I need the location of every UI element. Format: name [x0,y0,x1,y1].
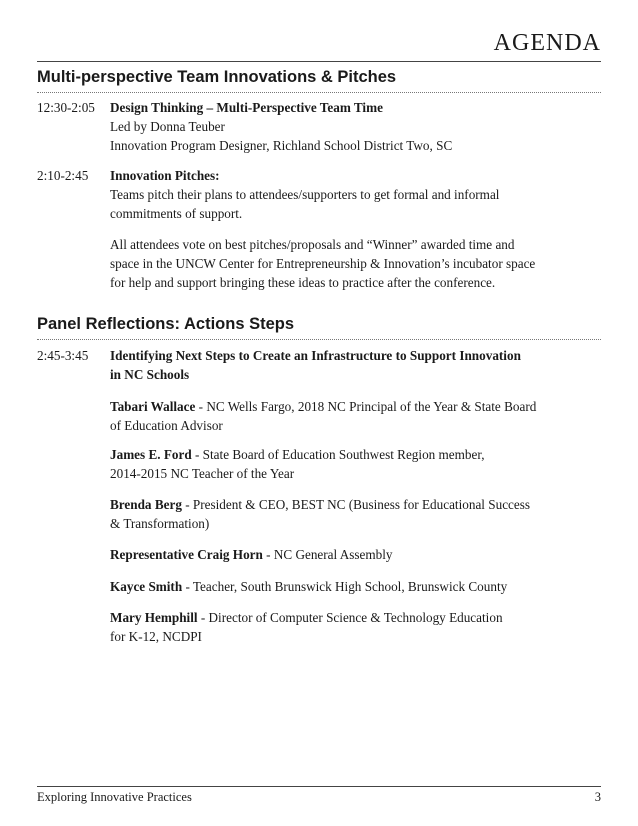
time-slot: 2:45-3:45 [37,348,89,363]
session-description: commitments of support. [110,206,243,221]
panelist [110,577,507,596]
session-heading: Identifying Next Steps to Create an Infrastructure to Support Innovation [110,348,521,363]
panelist-name: Mary Hemphill [110,610,198,625]
footer-title: Exploring Innovative Practices [37,790,192,804]
header-rule [37,61,601,62]
panelist-description: for K-12, NCDPI [110,629,202,644]
panelist-description: & Transformation) [110,516,210,531]
panelist [110,397,536,416]
section-title-panel-reflections: Panel Reflections: Actions Steps [37,315,295,333]
panelist-description: - Director of Computer Science & Technology Education [197,610,503,625]
panelist-description: of Education Advisor [110,418,223,433]
panelist [110,495,530,514]
section-divider [37,92,601,93]
section-divider [37,339,601,340]
session-leader-role: Innovation Program Designer, Richland School District Two, SC [110,138,453,153]
page-number: 3 [594,790,601,804]
panelist-description: - State Board of Education Southwest Region member, [191,447,485,462]
session-note: for help and support bringing these ideas to practice after the conference. [110,275,496,290]
panelist-description: - NC General Assembly [262,547,393,562]
panelist-name: Brenda Berg [110,497,182,512]
session-note: All attendees vote on best pitches/proposals and “Winner” awarded time and [110,237,515,252]
panelist [110,545,393,564]
session-note: space in the UNCW Center for Entrepreneurship & Innovation’s incubator space [110,256,536,271]
time-slot: 2:10-2:45 [37,168,89,183]
agenda-title: AGENDA [493,30,601,56]
panelist-name: Representative Craig Horn [110,547,263,562]
panelist-description: - Teacher, South Brunswick High School, Brunswick County [182,579,508,594]
session-heading: in NC Schools [110,367,190,382]
panelist-name: Tabari Wallace [110,399,196,414]
session-leader: Led by Donna Teuber [110,119,225,134]
session-heading: Innovation Pitches: [110,168,220,183]
panelist [110,608,503,627]
time-slot: 12:30-2:05 [37,100,95,115]
panelist-name: Kayce Smith [110,579,183,594]
session-heading: Design Thinking – Multi-Perspective Team Time [110,100,383,115]
session-description: Teams pitch their plans to attendees/supporters to get formal and informal [110,187,500,202]
panelist-description: 2014-2015 NC Teacher of the Year [110,466,295,481]
panelist-name: James E. Ford [110,447,192,462]
section-title-team-innovations: Multi-perspective Team Innovations & Pitches [37,68,397,86]
panelist-description: - NC Wells Fargo, 2018 NC Principal of the Year & State Board [195,399,537,414]
footer-rule [37,786,601,787]
panelist-description: - President & CEO, BEST NC (Business for Educational Success [181,497,531,512]
panelist [110,445,485,464]
